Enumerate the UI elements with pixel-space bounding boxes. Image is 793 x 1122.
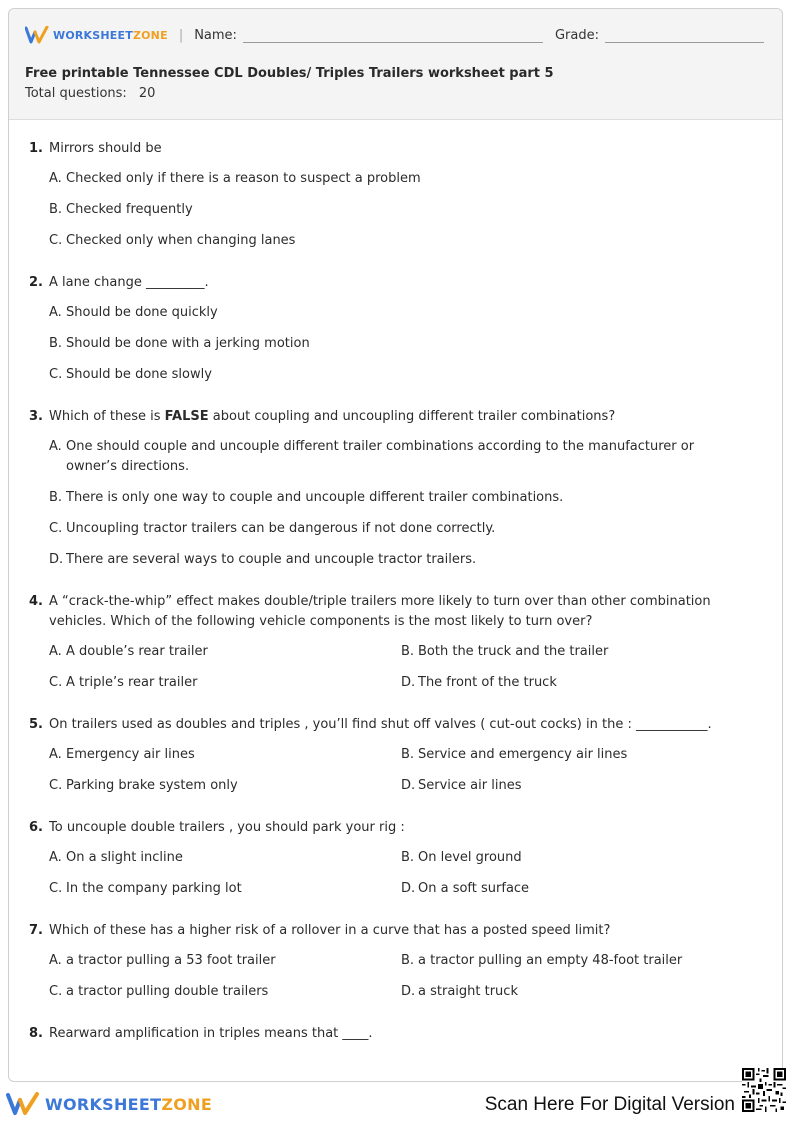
question-text-part: about coupling and uncoupling different trailer combinations? <box>208 409 616 424</box>
option-text: Checked only if there is a reason to suspect a problem <box>66 171 421 186</box>
answer-option[interactable] <box>49 334 744 354</box>
option-letter: C. <box>49 367 63 382</box>
answer-options <box>49 303 744 385</box>
option-text: a tractor pulling double trailers <box>66 984 269 999</box>
total-questions <box>25 86 155 101</box>
answer-option[interactable] <box>401 879 744 899</box>
question-number: 8. <box>29 1026 43 1041</box>
option-text: Should be done quickly <box>66 305 218 320</box>
option-text: There are several ways to couple and uncouple tractor trailers. <box>66 552 477 567</box>
option-text: a tractor pulling a 53 foot trailer <box>66 953 276 968</box>
answer-option[interactable] <box>401 642 744 662</box>
answer-option[interactable] <box>49 303 744 323</box>
grade-label: Grade: <box>554 27 599 43</box>
name-field[interactable] <box>243 28 543 43</box>
question-5 <box>29 715 744 796</box>
answer-option[interactable] <box>49 673 401 693</box>
option-letter: D. <box>401 778 416 793</box>
answer-option[interactable] <box>49 519 744 539</box>
answer-option[interactable] <box>49 169 744 189</box>
question-text-part: Which of these is <box>49 409 165 424</box>
option-letter: A. <box>49 171 62 186</box>
option-letter: A. <box>49 747 62 762</box>
answer-options <box>49 951 744 1002</box>
answer-option[interactable] <box>49 982 401 1002</box>
question-number: 6. <box>29 820 43 835</box>
option-letter: A. <box>49 953 62 968</box>
question-number: 5. <box>29 717 43 732</box>
answer-option[interactable] <box>49 488 744 508</box>
option-text: There is only one way to couple and uncouple different trailer combinations. <box>66 490 564 505</box>
question-text: On trailers used as doubles and triples , you’ll find shut off valves ( cut-out cocks) in the : ___________. <box>49 717 712 732</box>
answer-option[interactable] <box>49 231 744 251</box>
option-text: Checked only when changing lanes <box>66 233 296 248</box>
worksheet-title: Free printable Tennessee CDL Doubles/ Triples Trailers worksheet part 5 <box>25 66 554 81</box>
option-letter: D. <box>401 881 416 896</box>
option-letter: B. <box>401 747 415 762</box>
option-letter: C. <box>49 984 63 999</box>
option-text: On a slight incline <box>66 850 183 865</box>
answer-option[interactable] <box>401 982 744 1002</box>
option-letter: B. <box>401 644 415 659</box>
grade-field[interactable] <box>605 28 764 43</box>
option-text: A triple’s rear trailer <box>66 675 198 690</box>
question-number: 2. <box>29 275 43 290</box>
question-text: Which of these has a higher risk of a rollover in a curve that has a posted speed limit? <box>49 923 611 938</box>
option-text: In the company parking lot <box>66 881 242 896</box>
option-letter: C. <box>49 521 63 536</box>
page-footer <box>0 1086 793 1122</box>
option-letter: B. <box>49 490 63 505</box>
option-text: Uncoupling tractor trailers can be dangerous if not done correctly. <box>66 521 496 536</box>
brand-logo-small <box>25 26 168 44</box>
answer-option[interactable] <box>49 365 744 385</box>
brand-word-worksheet: WORKSHEET <box>45 1094 162 1114</box>
option-letter: C. <box>49 778 63 793</box>
header-separator: | <box>178 27 184 43</box>
question-3 <box>29 407 744 570</box>
question-number: 7. <box>29 923 43 938</box>
option-letter: B. <box>49 336 63 351</box>
worksheet-sheet <box>8 8 783 1082</box>
option-text: A double’s rear trailer <box>66 644 208 659</box>
option-text: Service air lines <box>418 778 522 793</box>
option-text: Parking brake system only <box>66 778 238 793</box>
question-text: A “crack-the-whip” effect makes double/triple trailers more likely to turn over than other combination vehicles. Which of the following vehicle components is the most likely to turn over? <box>49 594 711 629</box>
answer-option[interactable] <box>401 951 744 971</box>
question-text: Mirrors should be <box>49 141 162 156</box>
questions-list <box>29 139 744 1066</box>
answer-options <box>49 745 744 796</box>
option-letter: A. <box>49 850 62 865</box>
option-text: Should be done with a jerking motion <box>66 336 310 351</box>
option-letter: D. <box>401 675 416 690</box>
option-letter: B. <box>401 850 415 865</box>
brand-logo-footer <box>6 1092 212 1116</box>
question-text <box>49 407 744 427</box>
question-text: To uncouple double trailers , you should park your rig : <box>49 820 405 835</box>
option-letter: D. <box>49 552 64 567</box>
question-1 <box>29 139 744 251</box>
option-text: Service and emergency air lines <box>418 747 628 762</box>
option-text: On a soft surface <box>418 881 530 896</box>
option-letter: D. <box>401 984 416 999</box>
question-number: 1. <box>29 141 43 156</box>
question-2 <box>29 273 744 385</box>
question-text: Rearward amplification in triples means that ____. <box>49 1026 373 1041</box>
option-text: a tractor pulling an empty 48-foot trailer <box>418 953 683 968</box>
option-letter: A. <box>49 305 62 320</box>
worksheetzone-logo-icon <box>25 26 49 44</box>
worksheetzone-logo-icon <box>6 1092 40 1116</box>
option-text: The front of the truck <box>418 675 557 690</box>
question-6 <box>29 818 744 899</box>
question-7 <box>29 921 744 1002</box>
answer-option[interactable] <box>401 848 744 868</box>
answer-option[interactable] <box>49 642 401 662</box>
question-number: 4. <box>29 594 43 609</box>
question-text-emphasis: FALSE <box>164 409 209 424</box>
answer-option[interactable] <box>49 879 401 899</box>
brand-word-zone: ZONE <box>161 1094 213 1114</box>
answer-option[interactable] <box>49 745 401 765</box>
option-letter: A. <box>49 644 62 659</box>
answer-option[interactable] <box>49 848 401 868</box>
answer-options <box>49 437 744 570</box>
worksheet-header <box>9 9 782 120</box>
answer-option[interactable] <box>49 437 744 477</box>
answer-option[interactable] <box>49 550 744 570</box>
brand-word-zone: ZONE <box>132 28 168 42</box>
answer-option[interactable] <box>401 745 744 765</box>
option-letter: C. <box>49 881 63 896</box>
header-row <box>25 25 764 45</box>
answer-option[interactable] <box>49 200 744 220</box>
option-letter: C. <box>49 675 63 690</box>
brand-word-worksheet: WORKSHEET <box>53 28 133 42</box>
answer-options <box>49 642 744 693</box>
name-label: Name: <box>194 27 237 43</box>
option-letter: B. <box>401 953 415 968</box>
qr-code-icon[interactable] <box>742 1068 786 1112</box>
option-text: Both the truck and the trailer <box>418 644 609 659</box>
question-text: A lane change _________. <box>49 275 209 290</box>
answer-option[interactable] <box>401 776 744 796</box>
option-text: On level ground <box>418 850 522 865</box>
option-letter: A. <box>49 439 62 454</box>
option-text: Emergency air lines <box>66 747 195 762</box>
answer-option[interactable] <box>49 951 401 971</box>
option-letter: B. <box>49 202 63 217</box>
total-label: Total questions: <box>25 86 127 101</box>
option-letter: C. <box>49 233 63 248</box>
option-text: One should couple and uncouple different trailer combinations according to the manufacturer or owner’s directions. <box>66 439 695 474</box>
question-number: 3. <box>29 409 43 424</box>
option-text: a straight truck <box>418 984 518 999</box>
question-8 <box>29 1024 744 1044</box>
answer-option[interactable] <box>49 776 401 796</box>
option-text: Checked frequently <box>66 202 193 217</box>
scan-instruction: Scan Here For Digital Version <box>484 1094 735 1115</box>
total-value: 20 <box>138 86 156 101</box>
answer-option[interactable] <box>401 673 744 693</box>
answer-options <box>49 169 744 251</box>
answer-options <box>49 848 744 899</box>
question-4 <box>29 592 744 693</box>
brand-name-small <box>53 29 168 42</box>
option-text: Should be done slowly <box>66 367 212 382</box>
brand-name-footer <box>45 1095 212 1114</box>
